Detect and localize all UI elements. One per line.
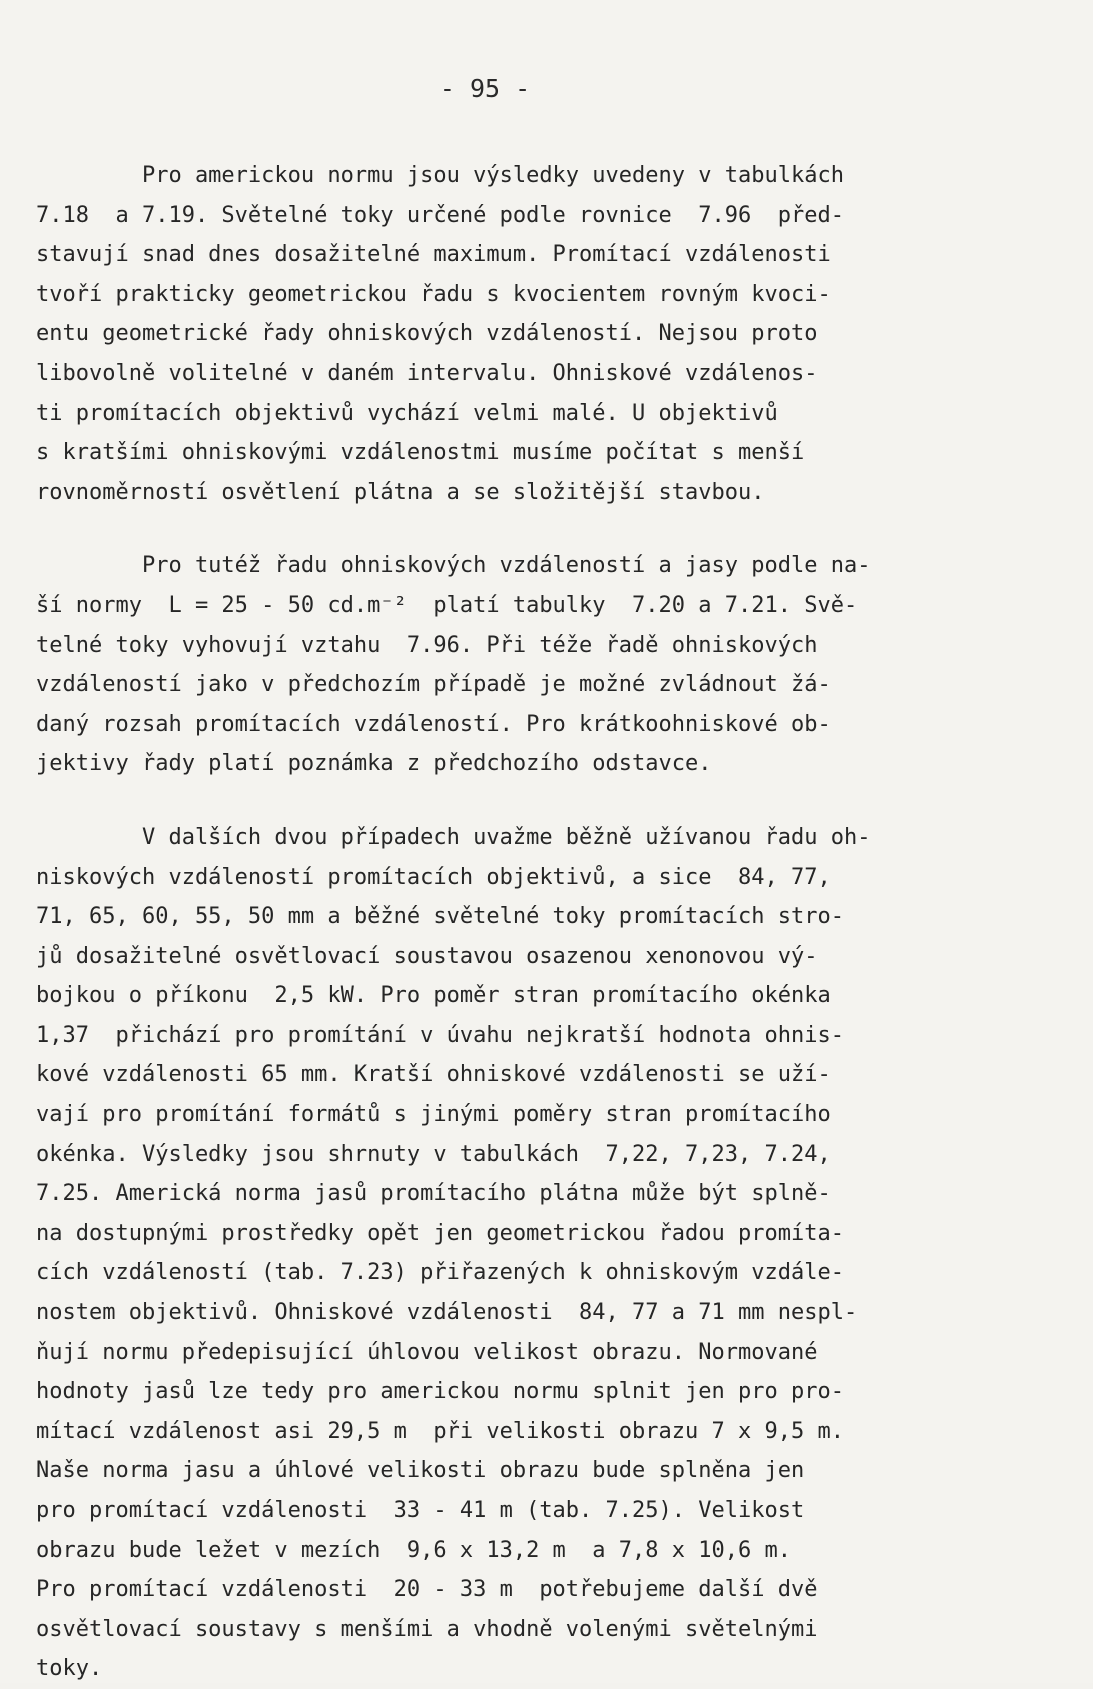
text-line: Naše norma jasu a úhlové velikosti obrazu bude splněna jen — [36, 1458, 805, 1484]
text-line: niskových vzdáleností promítacích objektivů, a sice 84, 77, — [36, 864, 831, 890]
text-line: vzdáleností jako v předchozím případě je možné zvládnout žá- — [36, 672, 831, 698]
text-line: stavují snad dnes dosažitelné maximum. Promítací vzdálenosti — [36, 242, 831, 268]
text-line: toky. — [36, 1656, 103, 1682]
text-line: 71, 65, 60, 55, 50 mm a běžné světelné toky promítacích stro- — [36, 904, 844, 930]
text-line: hodnoty jasů lze tedy pro americkou normu splnit jen pro pro- — [36, 1379, 844, 1405]
text-line: V dalších dvou případech uvažme běžně užívanou řadu oh- — [36, 824, 871, 850]
text-line: pro promítací vzdálenosti 33 - 41 m (tab. 7.25). Velikost — [36, 1498, 805, 1523]
text-line: okénka. Výsledky jsou shrnuty v tabulkách 7,22, 7,23, 7.24, — [36, 1141, 831, 1167]
body-text — [36, 156, 1016, 1689]
paragraph-1 — [36, 156, 1016, 512]
paragraph-gap — [36, 512, 1016, 546]
text-line: ší normy L = 25 - 50 cd.m⁻² platí tabulky 7.20 a 7.21. Svě- — [36, 592, 858, 618]
text-line: 7.25. Americká norma jasů promítacího plátna může být splně- — [36, 1181, 831, 1207]
text-line: libovolně volitelné v daném intervalu. Ohniskové vzdálenos- — [36, 360, 818, 386]
text-line: entu geometrické řady ohniskových vzdáleností. Nejsou proto — [36, 321, 818, 347]
paragraph-2 — [36, 546, 1016, 784]
paragraph-3 — [36, 818, 1016, 1689]
text-line: 7.18 a 7.19. Světelné toky určené podle rovnice 7.96 před- — [36, 202, 844, 228]
text-line: jektivy řady platí poznámka z předchozího odstavce. — [36, 751, 712, 777]
text-line: telné toky vyhovují vztahu 7.96. Při téže řadě ohniskových — [36, 632, 818, 658]
text-line: ti promítacích objektivů vychází velmi malé. U objektivů — [36, 400, 778, 426]
text-line: jů dosažitelné osvětlovací soustavou osazenou xenonovou vý- — [36, 943, 818, 969]
text-line: ňují normu předepisující úhlovou velikost obrazu. Normované — [36, 1339, 818, 1365]
text-line: nostem objektivů. Ohniskové vzdálenosti 84, 77 a 71 mm nespl- — [36, 1300, 858, 1326]
text-line: cích vzdáleností (tab. 7.23) přiřazených k ohniskovým vzdále- — [36, 1260, 844, 1286]
text-line: Pro promítací vzdálenosti 20 - 33 m potřebujeme další dvě — [36, 1577, 818, 1603]
text-line: tvoří prakticky geometrickou řadu s kvocientem rovným kvoci- — [36, 281, 831, 307]
text-line: obrazu bude ležet v mezích 9,6 x 13,2 m a 7,8 x 10,6 m. — [36, 1537, 791, 1563]
text-line: Pro tutéž řadu ohniskových vzdáleností a jasy podle na- — [36, 553, 871, 579]
text-line: Pro americkou normu jsou výsledky uvedeny v tabulkách — [36, 163, 844, 188]
text-line: 1,37 přichází pro promítání v úvahu nejkratší hodnota ohnis- — [36, 1022, 844, 1048]
page-number: - 95 - — [439, 74, 531, 103]
text-line: bojkou o příkonu 2,5 kW. Pro poměr stran promítacího okénka — [36, 983, 831, 1009]
text-line: rovnoměrností osvětlení plátna a se složitější stavbou. — [36, 479, 765, 505]
text-line: kové vzdálenosti 65 mm. Kratší ohniskové vzdálenosti se uží- — [36, 1062, 831, 1088]
text-line: na dostupnými prostředky opět jen geometrickou řadou promíta- — [36, 1220, 844, 1246]
text-line: daný rozsah promítacích vzdáleností. Pro krátkoohniskové ob- — [36, 711, 831, 737]
text-line: mítací vzdálenost asi 29,5 m při velikosti obrazu 7 x 9,5 m. — [36, 1418, 844, 1444]
paragraph-gap — [36, 784, 1016, 818]
text-line: vají pro promítání formátů s jinými poměry stran promítacího — [36, 1102, 831, 1128]
text-line: s kratšími ohniskovými vzdálenostmi musíme počítat s menší — [36, 440, 805, 466]
text-line: osvětlovací soustavy s menšími a vhodně volenými světelnými — [36, 1616, 818, 1642]
